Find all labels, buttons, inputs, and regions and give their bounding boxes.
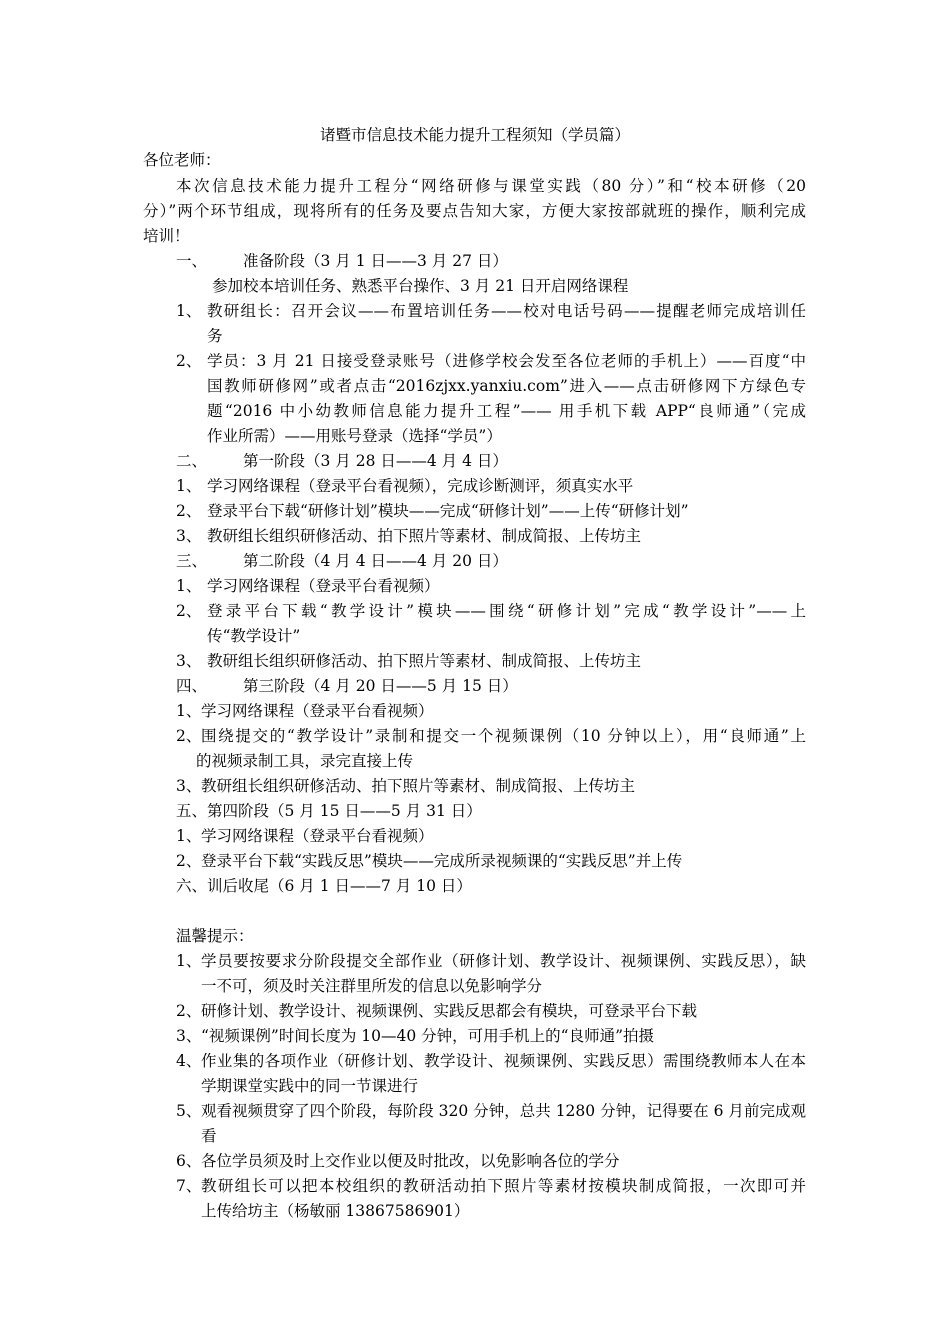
- section-heading: 第三阶段（4 月 20 日——5 月 15 日）: [243, 677, 518, 695]
- section-heading: 五、第四阶段（5 月 15 日——5 月 31 日）: [176, 802, 482, 820]
- list-item: 登录平台下载“实践反思”模块——完成所录视频课的“实践反思”并上传: [201, 852, 683, 870]
- section-note: 参加校本培训任务、熟悉平台操作、3 月 21 日开启网络课程: [212, 277, 629, 295]
- section-number: 三、: [176, 552, 208, 570]
- list-item: 学习网络课程（登录平台看视频）: [201, 827, 434, 845]
- list-number: 3、: [176, 652, 202, 670]
- list-item: 学期课堂实践中的同一节课进行: [201, 1077, 419, 1095]
- list-number: 4、: [176, 1052, 202, 1070]
- list-number: 3、: [176, 777, 202, 795]
- list-item: 各位学员须及时上交作业以便及时批改，以免影响各位的学分: [201, 1152, 620, 1170]
- list-number: 2、: [176, 602, 202, 620]
- list-number: 3、: [176, 527, 202, 545]
- intro-line: 本次信息技术能力提升工程分“网络研修与课堂实践（80 分）”和“校本研修（20: [176, 177, 806, 195]
- list-item: 观看视频贯穿了四个阶段，每阶段 320 分钟，总共 1280 分钟，记得要在 6 月前完成观: [201, 1102, 806, 1120]
- list-item: 教研组长组织研修活动、拍下照片等素材、制成简报、上传坊主: [201, 777, 636, 795]
- tips-heading: 温馨提示：: [176, 927, 254, 945]
- list-item: 学习网络课程（登录平台看视频），完成诊断测评，须真实水平: [207, 477, 634, 495]
- section-heading: 准备阶段（3 月 1 日——3 月 27 日）: [243, 252, 508, 270]
- list-number: 1、: [176, 702, 202, 720]
- list-item: “视频课例”时间长度为 10—40 分钟，可用手机上的“良师通”拍摄: [201, 1027, 654, 1045]
- list-item: 教研组长组织研修活动、拍下照片等素材、制成简报、上传坊主: [207, 652, 642, 670]
- list-number: 7、: [176, 1177, 202, 1195]
- list-item: 教研组长：召开会议——布置培训任务——校对电话号码——提醒老师完成培训任: [207, 302, 806, 320]
- list-item: 学员要按要求分阶段提交全部作业（研修计划、教学设计、视频课例、实践反思），缺: [201, 952, 806, 970]
- list-number: 2、: [176, 502, 202, 520]
- list-number: 1、: [176, 577, 202, 595]
- list-item: 登录平台下载“研修计划”模块——完成“研修计划”——上传“研修计划”: [207, 502, 689, 520]
- list-item: 围绕提交的“教学设计”录制和提交一个视频课例（10 分钟以上），用“良师通”上: [201, 727, 806, 745]
- list-item: 学习网络课程（登录平台看视频）: [201, 702, 434, 720]
- section-heading: 第二阶段（4 月 4 日——4 月 20 日）: [243, 552, 508, 570]
- section-number: 四、: [176, 677, 208, 695]
- list-item: 上传给坊主（杨敏丽 13867586901）: [201, 1202, 470, 1220]
- list-item: 登录平台下载“教学设计”模块——围绕“研修计划”完成“教学设计”——上: [207, 602, 806, 620]
- list-item: 作业集的各项作业（研修计划、教学设计、视频课例、实践反思）需围绕教师本人在本: [201, 1052, 806, 1070]
- list-number: 6、: [176, 1152, 202, 1170]
- list-item: 国教师研修网”或者点击“2016zjxx.yanxiu.com”进入——点击研修网下方绿色专: [207, 377, 806, 395]
- list-item: 一不可，须及时关注群里所发的信息以免影响学分: [201, 977, 543, 995]
- list-item: 学员：3 月 21 日接受登录账号（进修学校会发至各位老师的手机上）——百度“中: [207, 352, 806, 370]
- list-item: 研修计划、教学设计、视频课例、实践反思都会有模块，可登录平台下载: [201, 1002, 698, 1020]
- list-item: 教研组长可以把本校组织的教研活动拍下照片等素材按模块制成简报，一次即可并: [201, 1177, 806, 1195]
- list-number: 3、: [176, 1027, 202, 1045]
- section-heading: 第一阶段（3 月 28 日——4 月 4 日）: [243, 452, 508, 470]
- list-item: 学习网络课程（登录平台看视频）: [207, 577, 440, 595]
- list-number: 1、: [176, 827, 202, 845]
- list-number: 2、: [176, 352, 202, 370]
- list-item: 题“2016 中小幼教师信息能力提升工程”—— 用手机下载 APP“良师通”（完成: [207, 402, 806, 420]
- list-number: 2、: [176, 727, 202, 745]
- list-item: 作业所需）——用账号登录（选择“学员”）: [207, 427, 502, 445]
- section-number: 二、: [176, 452, 208, 470]
- greeting: 各位老师：: [143, 151, 221, 169]
- list-item: 传“教学设计”: [207, 627, 301, 645]
- list-item: 看: [201, 1127, 217, 1145]
- list-number: 2、: [176, 1002, 202, 1020]
- list-item: 的视频录制工具，录完直接上传: [196, 752, 414, 770]
- intro-line: 培训！: [143, 227, 190, 245]
- list-number: 2、: [176, 852, 202, 870]
- list-number: 1、: [176, 477, 202, 495]
- list-number: 1、: [176, 952, 202, 970]
- list-item: 务: [207, 327, 223, 345]
- section-heading: 六、训后收尾（6 月 1 日——7 月 10 日）: [176, 877, 472, 895]
- list-number: 1、: [176, 302, 202, 320]
- section-number: 一、: [176, 252, 208, 270]
- list-number: 5、: [176, 1102, 202, 1120]
- intro-line: 分）”两个环节组成，现将所有的任务及要点告知大家，方便大家按部就班的操作，顺利完成: [143, 202, 806, 220]
- list-item: 教研组长组织研修活动、拍下照片等素材、制成简报、上传坊主: [207, 527, 642, 545]
- page-title: 诸暨市信息技术能力提升工程须知（学员篇）: [319, 126, 630, 144]
